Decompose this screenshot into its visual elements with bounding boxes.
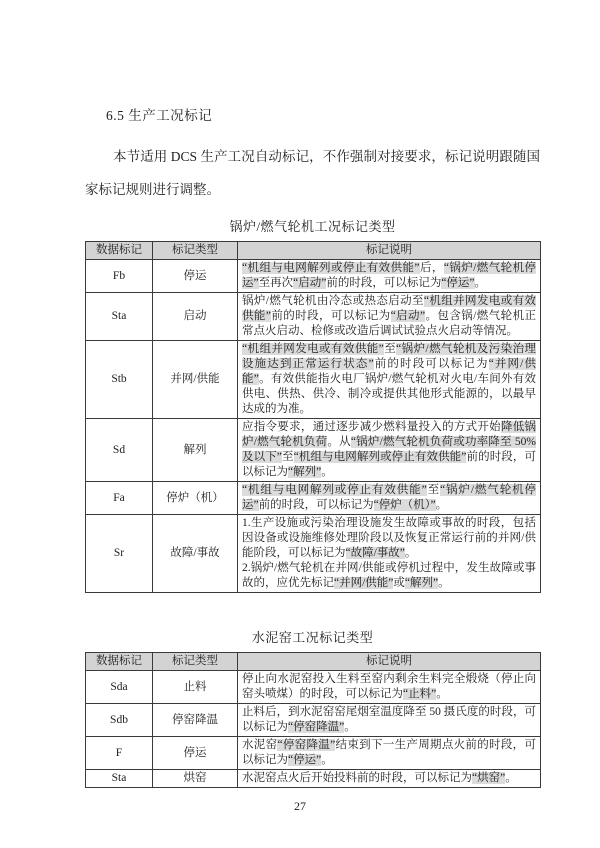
plain-text: 2.锅炉/燃气轮机在并网/供能或停机过程中，发生故障或事故的，应优先标记: [242, 562, 536, 589]
column-header: 数据标记: [86, 653, 153, 671]
description-paragraph: [242, 672, 536, 702]
highlighted-phrase: 降低锅炉/燃气轮机负荷: [242, 421, 537, 448]
mark-type-cell: 烘窑: [153, 770, 238, 788]
description-paragraph: [242, 561, 536, 591]
plain-text: 。: [438, 577, 450, 589]
table-header-row: [86, 242, 541, 260]
data-mark-cell: Sdb: [86, 704, 153, 737]
mark-type-cell: 停运: [153, 737, 238, 770]
cement-kiln-table-section: [85, 627, 540, 788]
cement-kiln-table: [85, 652, 541, 788]
plain-text: 。: [321, 754, 333, 766]
plain-text: 。: [436, 688, 448, 700]
mark-description-cell: [238, 704, 541, 737]
mark-description-cell: [238, 770, 541, 788]
table-header: [86, 242, 541, 260]
table-row: [86, 704, 541, 737]
plain-text: 前的时段，可以标记为: [242, 451, 537, 478]
plain-text: 至再次: [258, 277, 294, 289]
highlighted-phrase: “启动”: [293, 277, 327, 289]
plain-text: 。从: [327, 436, 351, 448]
table-row: [86, 515, 541, 593]
table-row: [86, 737, 541, 770]
table-body: [86, 671, 541, 788]
plain-text: 至: [281, 451, 294, 463]
highlighted-phrase: “止料”: [403, 688, 437, 700]
plain-text: 。: [344, 721, 356, 733]
column-header: 标记类型: [153, 242, 238, 260]
data-mark-cell: Sta: [86, 293, 153, 341]
plain-text: 前的时段，可以标记为: [326, 277, 442, 289]
highlighted-phrase: “启动”: [390, 310, 426, 322]
plain-text: 水泥窑点火后开始投料前的时段，可以标记为: [242, 772, 472, 784]
mark-description-cell: [238, 419, 541, 482]
table-body: [86, 260, 541, 593]
description-paragraph: [242, 483, 536, 513]
plain-text: 后，: [419, 262, 444, 274]
mark-type-cell: 停运: [153, 260, 238, 293]
mark-type-cell: 解列: [153, 419, 238, 482]
boiler-turbine-table-title: 锅炉/燃气轮机工况标记类型: [229, 219, 396, 234]
highlighted-phrase: “锅炉/燃气轮机及污染治理设施达到正常运行状态”: [242, 343, 536, 370]
plain-text: 。: [435, 499, 448, 511]
mark-description-cell: [238, 671, 541, 704]
highlighted-phrase: “锅炉/燃气轮机负荷或功率降至 50%及以下”: [242, 436, 536, 463]
highlighted-phrase: “停炉（机）”: [373, 499, 436, 511]
highlighted-phrase: “机组并网发电或有效供能”: [242, 295, 536, 322]
mark-type-cell: 并网/供能: [153, 341, 238, 419]
boiler-turbine-table-section: [85, 216, 540, 593]
description-paragraph: [242, 771, 536, 786]
mark-description-cell: [238, 260, 541, 293]
plain-text: 前的时段，可以标记为: [258, 499, 374, 511]
plain-text: 应指令要求，通过逐步减少燃料量投入的方式开始: [242, 421, 501, 433]
table-row: [86, 419, 541, 482]
plain-text: 水泥窑: [242, 739, 278, 751]
table-row: [86, 260, 541, 293]
data-mark-cell: Sr: [86, 515, 153, 593]
table-row: [86, 293, 541, 341]
table-row: [86, 671, 541, 704]
description-paragraph: [242, 516, 536, 561]
highlighted-phrase: “机组与电网解列或停止有效供能”: [293, 451, 467, 463]
mark-description-cell: [238, 482, 541, 515]
table-header: [86, 653, 541, 671]
highlighted-phrase: “停窑降温”: [288, 721, 345, 733]
description-paragraph: [242, 420, 536, 480]
highlighted-phrase: “故障/事故”: [345, 547, 405, 559]
highlighted-phrase: “并网/供能”: [334, 577, 394, 589]
mark-type-cell: 停窑降温: [153, 704, 238, 737]
plain-text: 。: [321, 466, 333, 478]
data-mark-cell: Sta: [86, 770, 153, 788]
plain-text: 至: [426, 484, 441, 496]
data-mark-cell: Fa: [86, 482, 153, 515]
highlighted-phrase: “机组并网发电或有效供能”: [242, 343, 384, 355]
plain-text: 前的时段，可以标记为: [270, 310, 391, 322]
data-mark-cell: Sd: [86, 419, 153, 482]
mark-type-cell: 启动: [153, 293, 238, 341]
highlighted-phrase: “解列”: [404, 577, 439, 589]
mark-description-cell: [238, 341, 541, 419]
mark-type-cell: 止料: [153, 671, 238, 704]
plain-text: 。: [474, 277, 487, 289]
plain-text: 结束到下一生产周期点火前的时段，可以标记为: [242, 739, 536, 766]
highlighted-phrase: “解列”: [288, 466, 322, 478]
highlighted-phrase: “锅炉/燃气轮机停运”: [242, 262, 536, 289]
cement-kiln-table-title: 水泥窑工况标记类型: [251, 630, 374, 645]
description-paragraph: [242, 294, 536, 339]
data-mark-cell: Fb: [86, 260, 153, 293]
plain-text: 至: [383, 343, 397, 355]
description-paragraph: [242, 738, 536, 768]
plain-text: 。包含锅/燃气轮机正常点火启动、检修或改造后调试试验点火启动等情况。: [242, 310, 536, 337]
section-heading: 6.5 生产工况标记: [106, 108, 213, 123]
description-paragraph: [242, 705, 536, 735]
table-row: [86, 482, 541, 515]
page-number: 27: [294, 799, 306, 813]
plain-text: 停止向水泥窑投入生料至窑内剩余生料完全煅烧（停止向窑头喷煤）的时段，可以标记为: [242, 673, 536, 700]
highlighted-phrase: “停运”: [288, 754, 322, 766]
column-header: 标记类型: [153, 653, 238, 671]
mark-type-cell: 故障/事故: [153, 515, 238, 593]
plain-text: 锅炉/燃气轮机由冷态或热态启动至: [242, 295, 424, 307]
mark-description-cell: [238, 293, 541, 341]
data-mark-cell: Sda: [86, 671, 153, 704]
table-header-row: [86, 653, 541, 671]
boiler-turbine-table: [85, 241, 541, 593]
highlighted-phrase: “停窑降温”: [277, 739, 336, 751]
highlighted-phrase: “烘窑”: [472, 772, 506, 784]
highlighted-phrase: “机组与电网解列或停止有效供能”: [242, 262, 420, 274]
description-paragraph: [242, 261, 536, 291]
plain-text: 1.生产设施或污染治理设施发生故障或事故的时段，包括因设备或设施维修处理阶段以及恢复正常运行前的并网/供能阶段，可以标记为: [242, 517, 536, 559]
description-paragraph: [242, 342, 536, 417]
plain-text: 前的时段可以标记为: [373, 358, 489, 370]
plain-text: 或: [393, 577, 405, 589]
table-row: [86, 770, 541, 788]
mark-description-cell: [238, 515, 541, 593]
data-mark-cell: Stb: [86, 341, 153, 419]
highlighted-phrase: “锅炉/燃气轮机停运”: [242, 484, 537, 511]
plain-text: 。: [505, 772, 517, 784]
table-row: [86, 341, 541, 419]
column-header: 数据标记: [86, 242, 153, 260]
highlighted-phrase: “停运”: [441, 277, 475, 289]
column-header: 标记说明: [238, 242, 541, 260]
mark-description-cell: [238, 737, 541, 770]
mark-type-cell: 停炉（机）: [153, 482, 238, 515]
intro-paragraph: 本节适用 DCS 生产工况自动标记，不作强制对接要求，标记说明跟随国家标记规则进行调整。: [85, 149, 540, 197]
highlighted-phrase: “并网/供能”: [242, 358, 537, 385]
data-mark-cell: F: [86, 737, 153, 770]
highlighted-phrase: “机组与电网解列或停止有效供能”: [242, 484, 427, 496]
plain-text: 。: [404, 547, 417, 559]
plain-text: 止料后，到水泥窑窑尾烟室温度降至 50 摄氏度的时段，可以标记为: [242, 706, 536, 733]
plain-text: 。有效供能指火电厂锅炉/燃气轮机对火电/车间外有效供电、供热、供冷、制冷或提供其他形式能源的，以最早达成的为准。: [242, 373, 536, 415]
column-header: 标记说明: [238, 653, 541, 671]
